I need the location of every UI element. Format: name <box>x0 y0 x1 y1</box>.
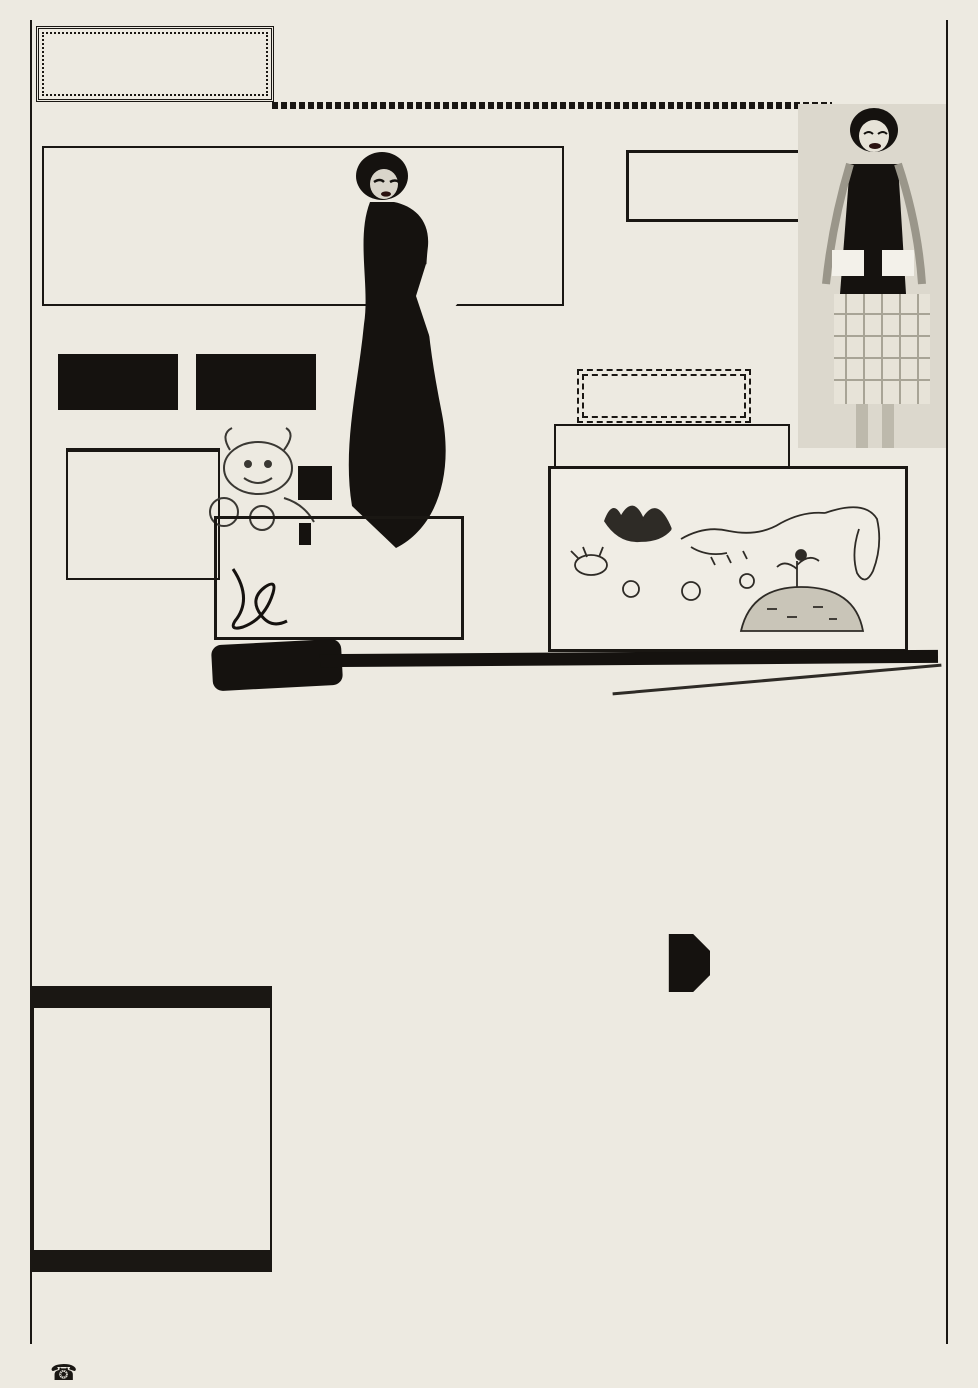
question-badge <box>652 934 710 992</box>
recent-results-table <box>32 986 272 1252</box>
cow-zodiac-tag <box>298 466 332 500</box>
dianbao-box <box>582 374 746 418</box>
lucky-slogan-box <box>36 26 274 102</box>
qipao-lady-photo <box>330 146 468 550</box>
stats-label-block <box>32 1252 272 1272</box>
win-picture-drawing <box>551 469 905 649</box>
model-photo <box>798 104 946 448</box>
code-value-inverted <box>299 523 311 545</box>
couplet-box <box>626 150 802 222</box>
top-logo-strip <box>34 2 944 18</box>
photo-number-tag <box>882 250 914 276</box>
phone-icon: ☎ <box>50 1360 78 1385</box>
secret-code-content <box>295 519 461 637</box>
model-photo-drawing <box>798 104 946 448</box>
stats-numbers-grid <box>274 1250 935 1348</box>
secret-seal-area <box>217 519 295 637</box>
photo-number-tag <box>832 250 864 276</box>
zodiac-wheel-diagram <box>698 740 938 920</box>
signature-scribble <box>221 555 291 635</box>
results-table-header <box>34 988 270 1008</box>
double-number-badge <box>196 354 316 410</box>
number-history-matrix <box>274 986 935 1252</box>
stats-table-title <box>32 1252 272 1272</box>
footer-address-line <box>40 1360 940 1386</box>
intro-box <box>42 146 564 306</box>
small-number-badge <box>58 354 178 410</box>
left-logo-strip <box>2 30 28 1350</box>
bottom-logo-strip <box>34 1341 940 1357</box>
secret-code-box <box>214 516 464 640</box>
right-logo-strip <box>950 30 976 1350</box>
mystic-banner <box>112 666 912 722</box>
results-rows <box>34 1008 270 1012</box>
win-picture-box <box>548 466 908 652</box>
ink-smear-band <box>320 650 938 667</box>
right-rule-line <box>946 20 948 1344</box>
secret-code-row <box>299 523 457 546</box>
title-underline-band <box>272 102 832 109</box>
